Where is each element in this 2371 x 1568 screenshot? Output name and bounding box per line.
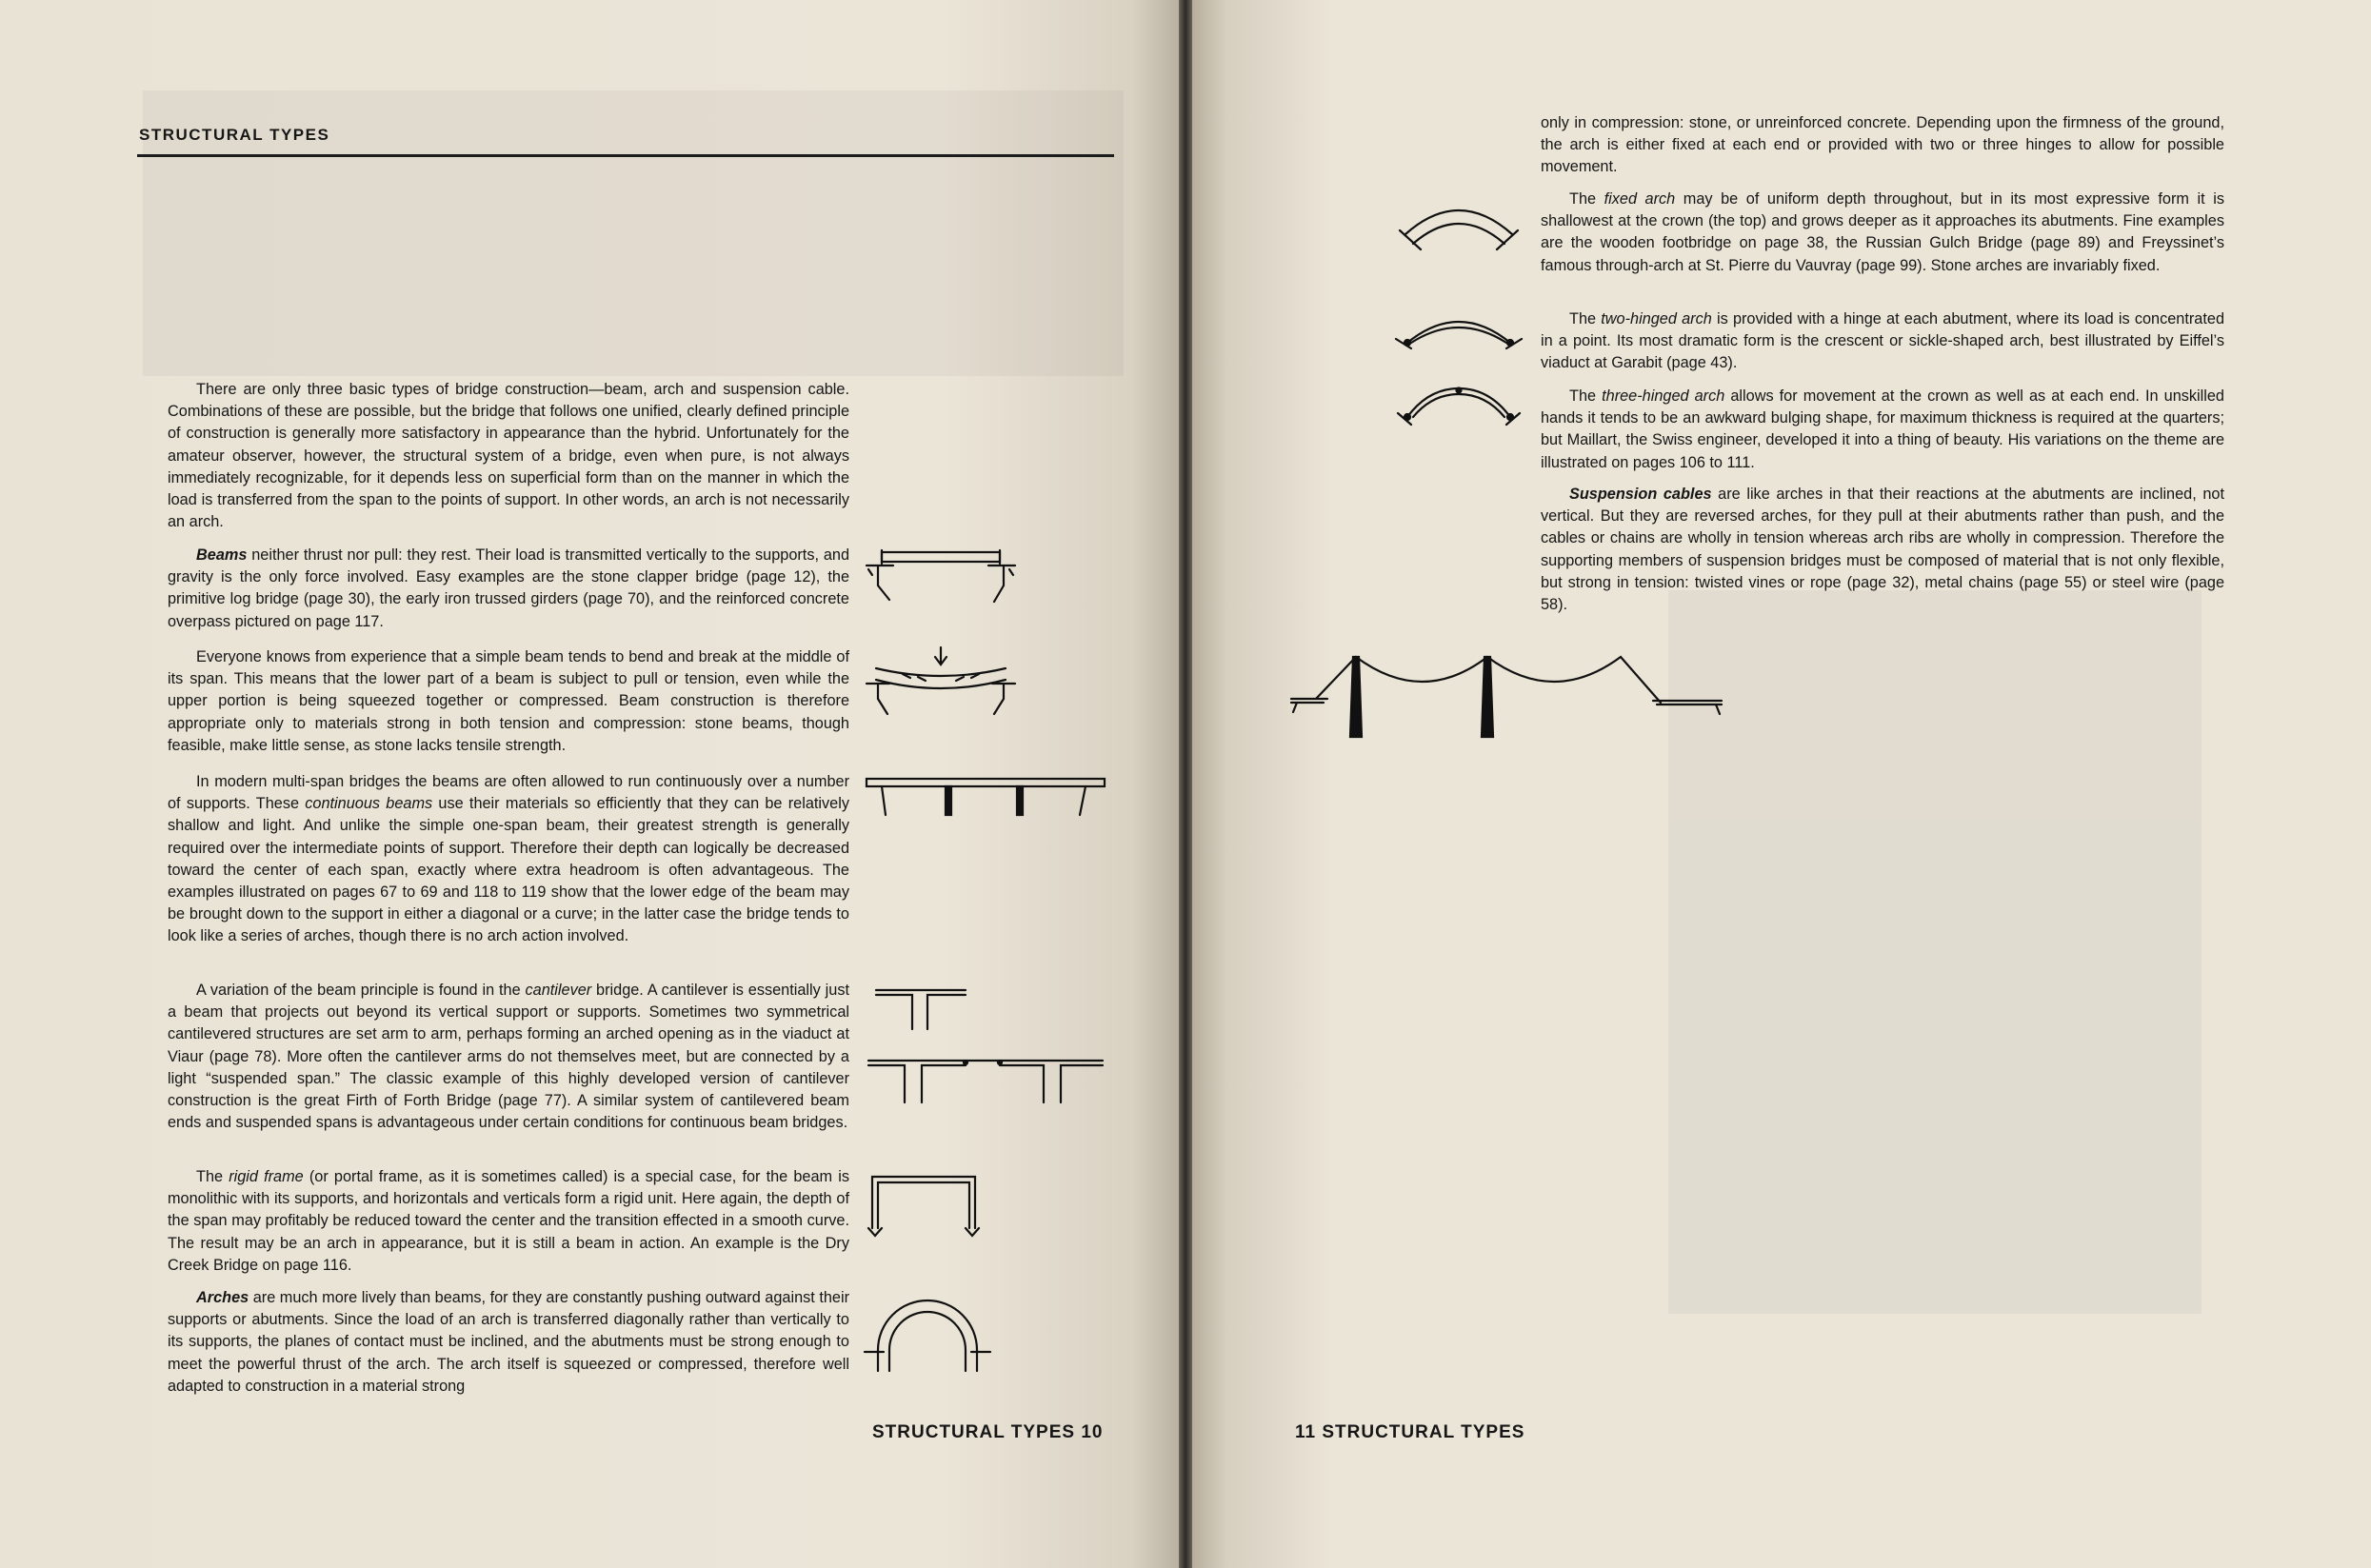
three-hinged-arch-paragraph: The three-hinged arch allows for movement at the crown as well as at each end. In unskilled hands it tends to be an awkward bulging shape, for maximum thickness is required at the quarters; but Maillart, the Swiss engineer, developed it into a thing of beauty. His variations on the theme are illustrated on pages 106 to 111. xyxy=(1541,387,2224,471)
arch-continued-paragraph: only in compression: stone, or unreinforced concrete. Depending upon the firmness of the ground, the arch is either fixed at each end or provided with two or three hinges to allow for possible movement. xyxy=(1541,114,2224,176)
fixed-arch-paragraph: The fixed arch may be of uniform depth throughout, but in its most expressive form it is shallowest at the crown (the top) and grows deeper as it approaches its abutments. Fine examples are the wooden footbridge on page 38, the Russian Gulch Bridge (page 89) and Freyssinet’s famous through-arch at St. Pierre du Vauvray (page 99). Stone arches are invariably fixed. xyxy=(1541,190,2224,274)
rigid-frame-paragraph: The rigid frame (or portal frame, as it is sometimes called) is a special case, for the beam is monolithic with its supports, and horizontals and verticals form a rigid unit. Here again, the depth of the span may profitably be reduced toward the center and the transition effected in a smooth curve. The result may be an arch in appearance, but it is still a beam in action. An example is the Dry Creek Bridge on page 116. xyxy=(168,1168,849,1274)
arches-paragraph: Arches are much more lively than beams, for they are constantly pushing outward against their supports or abutments. Since the load of an arch is transferred diagonally rather than vertically to its supports, the planes of contact must be inclined, and the abutments must be strong enough to meet the powerful thrust of the arch. The arch itself is squeezed or compressed, therefore well adapted to construction in a material strong xyxy=(168,1289,849,1395)
left-page xyxy=(0,0,1179,1568)
simple-beam-diagram xyxy=(865,543,1017,609)
continuous-beam-diagram xyxy=(865,777,1107,824)
cantilever-paragraph: A variation of the beam principle is found in the cantilever bridge. A cantilever is essentially just a beam that projects out beyond its vertical support or supports. Sometimes two symmetrical cantilevered structures are set arm to arm, perhaps forming an arched opening as in the viaduct at Viaur (page 78). More often the cantilever arms do not themselves meet, but are connected by a light “suspended span.” The classic example of this highly developed version of cantilever construction is the great Firth of Forth Bridge (page 77). A similar system of cantilevered beam ends and suspended spans is advantageous under certain conditions for continuous beam bridges. xyxy=(168,982,849,1132)
intro-paragraph: There are only three basic types of bridge construction—beam, arch and suspension cable. Combinations of these are possible, but the bridge that follows one unified, clearly defined principle of construction is generally more satisfactory in appearance than the hybrid. Unfortunately for the amateur observer, however, the structural system of a bridge, even when pure, is not always immediately recognizable, for it depends less on superficial form than on the manner in which the load is transferred from the span to the points of support. In other words, an arch is not necessarily an arch. xyxy=(168,381,849,531)
header-rule xyxy=(137,154,1114,157)
rigid-frame-diagram xyxy=(863,1171,986,1247)
right-folio: 11 STRUCTURAL TYPES xyxy=(1295,1422,1525,1442)
arch-diagram xyxy=(861,1295,994,1380)
suspension-lead: Suspension cables xyxy=(1569,486,1712,503)
fixed-arch-diagram xyxy=(1392,198,1525,255)
beam-bending-diagram xyxy=(865,645,1017,722)
book-spine xyxy=(1179,0,1192,1568)
two-hinged-arch-diagram xyxy=(1390,307,1527,354)
left-folio: STRUCTURAL TYPES 10 xyxy=(872,1422,1104,1442)
continuous-beams-paragraph: In modern multi-span bridges the beams are often allowed to run continuously over a number of supports. These continuous beams use their materials so efficiently that they can be relatively shallow and light. And unlike the simple one-span beam, their greatest strength is generally required over the intermediate points of support. Therefore their depth can logically be decreased toward the center of each span, exactly where extra headroom is often advantageous. The examples illustrated on pages 67 to 69 and 118 to 119 show that the lower edge of the beam may be brought down to the support in either a diagonal or a curve; in the latter case the bridge tends to look like a series of arches, though there is no arch action involved. xyxy=(168,773,849,945)
three-hinged-arch-diagram xyxy=(1390,383,1527,430)
cantilever-diagram xyxy=(874,985,969,1033)
suspension-paragraph: Suspension cables are like arches in that their reactions at the abutments are inclined, not vertical. But they are reversed arches, for they pull at their abutments rather than push, and the cables or chains are wholly in tension whereas arch ribs are wholly in compression. Therefore the supporting members of suspension bridges must be composed of material that is not only flexible, but strong in tension: twisted vines or rope (page 32), metal chains (page 55) or steel wire (page 58). xyxy=(1541,486,2224,614)
arches-lead: Arches xyxy=(196,1289,249,1306)
suspension-bridge-diagram xyxy=(1287,649,1725,741)
right-page xyxy=(1192,0,2371,1568)
show-through-shadow-right xyxy=(1668,590,2202,819)
show-through-photo xyxy=(1668,819,2202,1314)
cantilever-suspended-span-diagram xyxy=(867,1055,1105,1112)
beams-paragraph: Beams neither thrust nor pull: they rest. Their load is transmitted vertically to the supports, and gravity is the only force involved. Easy examples are the stone clapper bridge (page 12), the primitive log bridge (page 30), the early iron trussed girders (page 70), and the reinforced concrete overpass pictured on page 117. xyxy=(168,546,849,630)
two-hinged-arch-paragraph: The two-hinged arch is provided with a hinge at each abutment, where its load is concentrated in a point. Its most dramatic form is the crescent or sickle-shaped arch, best illustrated by Eiffel’s viaduct at Garabit (page 43). xyxy=(1541,310,2224,372)
beams-lead: Beams xyxy=(196,546,248,564)
bending-paragraph: Everyone knows from experience that a simple beam tends to bend and break at the middle of its span. This means that the lower part of a beam is subject to pull or tension, even while the upper portion is being squeezed together or compressed. Beam construction is therefore appropriate only to materials strong in both tension and compression: stone beams, though feasible, make little sense, as stone lacks tensile strength. xyxy=(168,648,849,754)
running-header: STRUCTURAL TYPES xyxy=(139,126,330,144)
